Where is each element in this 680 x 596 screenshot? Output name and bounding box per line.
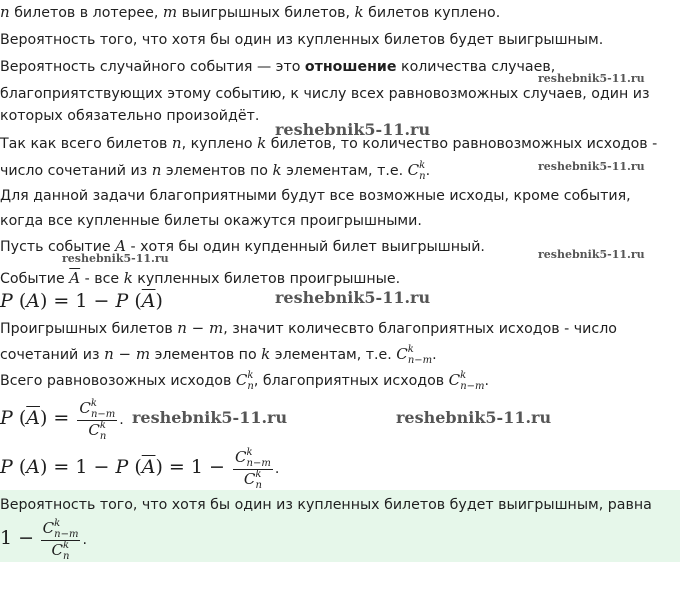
watermark: reshebnik5-11.ru [538, 160, 645, 173]
text-line-11: Событие $\overline{A}$ - все k купленных билетов проигрышные. [0, 269, 401, 287]
watermark: reshebnik5-11.ru [132, 408, 288, 427]
text-line-2: Вероятность того, что хотя бы один из купленных билетов будет выигрышным. [0, 32, 604, 48]
fraction: $\frac{C^k_{n-m}}{C^k_n}$ [42, 517, 79, 562]
formula-p-a-bar: P $(\overline{A})$ = $\frac{C^k_{n-m}}{C^k_n}$ . [0, 397, 124, 442]
text-line-15: Всего равновозожных исходов $C^k_n$, благоприятных исходов $C^k_{n-m}$. [0, 370, 490, 392]
text-line-3: Вероятность случайного события — это отношение количества случаев, [0, 59, 556, 75]
fraction: $\frac{C^k_{n-m}}{C^k_n}$ [234, 446, 271, 491]
watermark: reshebnik5-11.ru [275, 288, 431, 307]
text-line-9: когда все купленные билеты окажутся проигрышными. [0, 213, 422, 229]
formula-p-a-final: P (A) = 1 − P $(\overline{A}) = 1$ − $\frac{C^k_{n-m}}{C^k_n}$ . [0, 446, 280, 491]
text-line-6: Так как всего билетов n, куплено k билетов, то количество равновозможных исходов - [0, 134, 658, 152]
watermark: reshebnik5-11.ru [538, 72, 645, 85]
watermark: reshebnik5-11.ru [396, 408, 552, 427]
formula-p-a: P (A) = 1 − P $(\overline{A})$ [0, 290, 163, 312]
text-line-10: Пусть событие A - хотя бы один купденный билет выигрышный. [0, 237, 485, 255]
combination-C-n-k: $C^k_n$ [407, 160, 426, 182]
text-line-4: благоприятствующих этому событию, к числу всех равновозможных случаев, один из [0, 86, 650, 102]
text-line-14: сочетаний из n − m элементов по k элементам, т.е. $C^k_{n-m}$. [0, 344, 437, 366]
combination-C-nm-k: $C^k_{n-m}$ [396, 344, 433, 366]
answer-text: Вероятность того, что хотя бы один из купленных билетов будет выигрышным, равна [0, 497, 652, 513]
fraction: $\frac{C^k_{n-m}}{C^k_n}$ [79, 397, 116, 442]
watermark: reshebnik5-11.ru [62, 252, 169, 265]
text-line-7: число сочетаний из n элементов по k элементам, т.е. $C^k_n$. [0, 160, 431, 182]
answer-formula: 1 − $\frac{C^k_{n-m}}{C^k_n}$ . [0, 517, 87, 562]
text-line-8: Для данной задачи благоприятными будут все возможные исходы, кроме события, [0, 188, 631, 204]
math-n: n [0, 3, 10, 21]
text-line-5: которых обязательно произойдёт. [0, 108, 260, 124]
text-line-13: Проигрышных билетов n − m, значит количесвто благоприятных исходов - число [0, 319, 617, 337]
watermark: reshebnik5-11.ru [275, 120, 431, 139]
answer-box [0, 490, 680, 562]
watermark: reshebnik5-11.ru [538, 248, 645, 261]
text-line-1: n билетов в лотерее, m выигрышных билетов, k билетов куплено. [0, 3, 501, 21]
